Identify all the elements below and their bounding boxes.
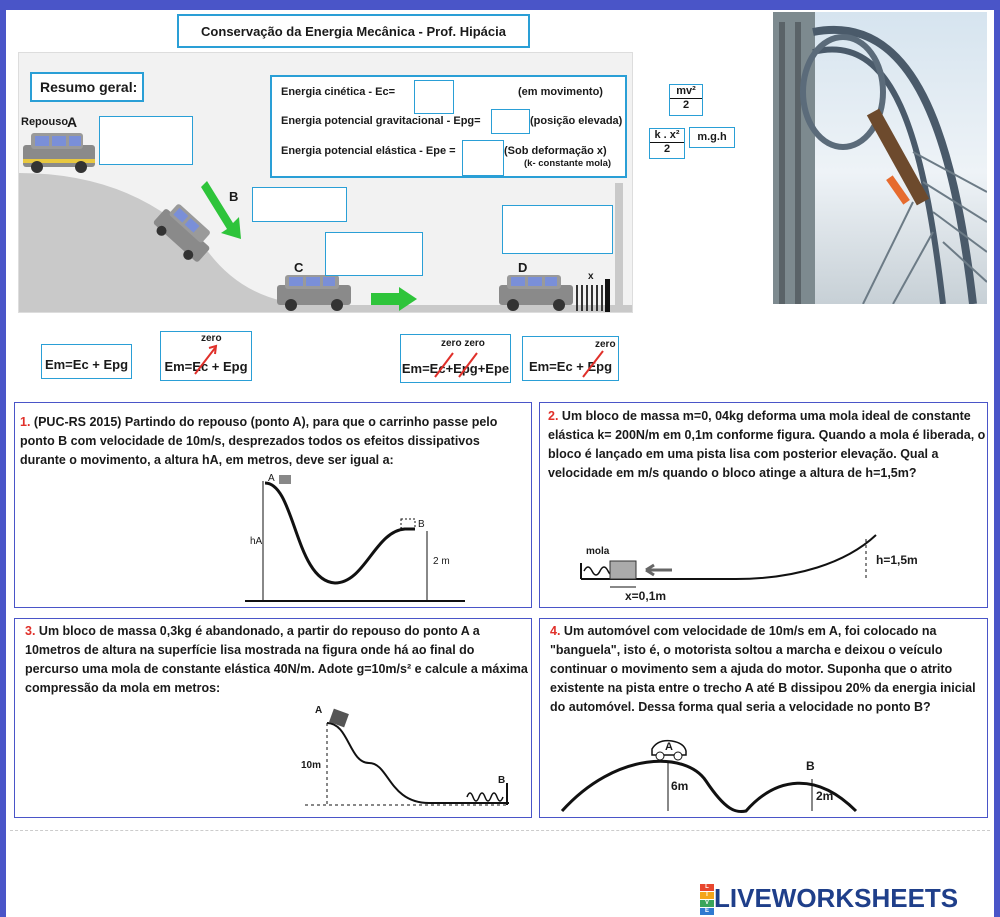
arrow-left-icon — [646, 565, 672, 575]
wall-right — [615, 183, 623, 312]
q4-label-h2: 2m — [816, 789, 834, 803]
energy-box-1: Em=Ec + Epg — [41, 344, 132, 379]
q4-label-a: A — [665, 741, 673, 753]
formula-epg-label: Energia potencial gravitacional - Epg= — [281, 115, 481, 127]
question-2-diagram — [576, 523, 886, 603]
drop-box-a[interactable] — [99, 116, 193, 165]
question-3-card — [14, 618, 532, 818]
strike-arrow-icon — [579, 347, 609, 379]
q3-label-b: B — [498, 775, 506, 786]
drop-box-epe[interactable] — [462, 140, 504, 176]
q3-label-a: A — [315, 705, 323, 716]
label-point-b: B — [229, 189, 239, 204]
drop-box-ec[interactable] — [414, 80, 454, 114]
question-3-text: 3. Um bloco de massa 0,3kg é abandonado, a partir do repouso do ponto A a 10metros de altura na superfície lisa mostrada na figura onde há ao final do percurso uma mola de constante elástica 40N/m. Adote g=10m/s² e calcule a máxima compressão da mola em metros: — [25, 624, 528, 695]
q3-label-h: 10m — [301, 760, 322, 771]
roller-coaster-photo — [773, 12, 987, 304]
drop-box-c[interactable] — [325, 232, 423, 276]
liveworksheets-logo: L I V E LIVEWORKSHEETS — [700, 883, 958, 916]
label-x: x — [588, 271, 594, 282]
q1-label-b: B — [418, 519, 425, 530]
strike-arrows-icon — [431, 347, 491, 381]
spring-icon — [467, 793, 503, 801]
formula-epg-note: (posição elevada) — [530, 115, 623, 127]
track-ground — [319, 305, 632, 312]
q4-label-b: B — [806, 759, 815, 773]
formulas-box — [270, 75, 627, 178]
question-1-text: 1. (PUC-RS 2015) Partindo do repouso (ponto A), para que o carrinho passe pelo ponto B com velocidade de 10m/s, desprezados todos os efeitos dissipativos durante o movimento, a altura hA, em metros, deve ser igual a: — [20, 415, 498, 467]
spring-wall — [605, 279, 610, 312]
page-title: Conservação da Energia Mecânica - Prof. Hipácia — [177, 14, 530, 48]
question-4-text: 4. Um automóvel com velocidade de 10m/s em A, foi colocado na "banguela", isto é, o motorista soltou a marcha e deixou o veículo continuar o movimento sem a ajuda do motor. Suponha que o atrito existente na pista entre o trecho A até B dissipou 20% da energia inicial do automóvel. Dessa forma qual seria a velocidade no ponto B? — [550, 624, 976, 714]
tile-mgh[interactable]: m.g.h — [689, 127, 735, 148]
drop-box-epg[interactable] — [491, 109, 530, 134]
q2-label-x: x=0,1m — [625, 589, 667, 603]
q1-label-h: 2 m — [433, 556, 450, 567]
q1-label-ha: hA — [250, 536, 263, 547]
formula-epe-note: (Sob deformação x) — [504, 145, 607, 157]
cart-b-icon — [401, 519, 415, 528]
formula-epe-subnote: (k- constante mola) — [524, 158, 612, 169]
live-badge-icon: L I V E — [700, 884, 714, 916]
question-1-card — [14, 402, 532, 608]
drop-box-d[interactable] — [502, 205, 613, 254]
label-point-a: A — [67, 114, 78, 130]
q4-label-h1: 6m — [671, 779, 689, 793]
energy-box-2: zero Em=Ec + Epg — [160, 331, 252, 381]
question-2-text: 2. Um bloco de massa m=0, 04kg deforma uma mola ideal de constante elástica k= 200N/m em 0,1m conforme figura. Quando a mola é liberada, o bloco é lançado em uma pista lisa com posterior elevação. Qual a velocidade em m/s quando o bloco atinge a altura de h=1,5m? — [548, 409, 986, 480]
label-point-c: C — [294, 260, 304, 275]
q2-label-mola: mola — [586, 546, 610, 557]
q1-label-a: A — [268, 473, 275, 484]
divider — [10, 830, 990, 831]
formula-ec-label: Energia cinética - Ec= — [281, 86, 396, 98]
tile-kx2[interactable]: $\frac{\text{k . x²}}{2}$ — [649, 128, 685, 159]
question-3-diagram — [299, 703, 529, 813]
q2-label-h: h=1,5m — [876, 553, 918, 567]
label-repouso: Repouso — [21, 116, 69, 128]
tile-mv2[interactable]: $\frac{\text{mv²}}{2}$ — [669, 84, 703, 116]
label-point-d: D — [518, 260, 528, 275]
strike-arrow-icon — [191, 342, 221, 378]
summary-heading: Resumo geral: — [30, 72, 144, 102]
car-a-icon — [23, 133, 95, 173]
question-2-card — [539, 402, 988, 608]
block-icon — [610, 561, 636, 579]
drop-box-b[interactable] — [252, 187, 347, 222]
formula-epe-label: Energia potencial elástica - Epe = — [281, 145, 456, 157]
energy-box-3: zero zero Em=Ec+Epg+Epe — [400, 334, 511, 383]
cart-a-icon — [279, 475, 291, 484]
energy-box-4: zero Em=Ec + Epg — [522, 336, 619, 381]
question-4-card — [539, 618, 988, 818]
question-4-diagram — [556, 731, 866, 817]
formula-ec-note: (em movimento) — [518, 86, 603, 98]
